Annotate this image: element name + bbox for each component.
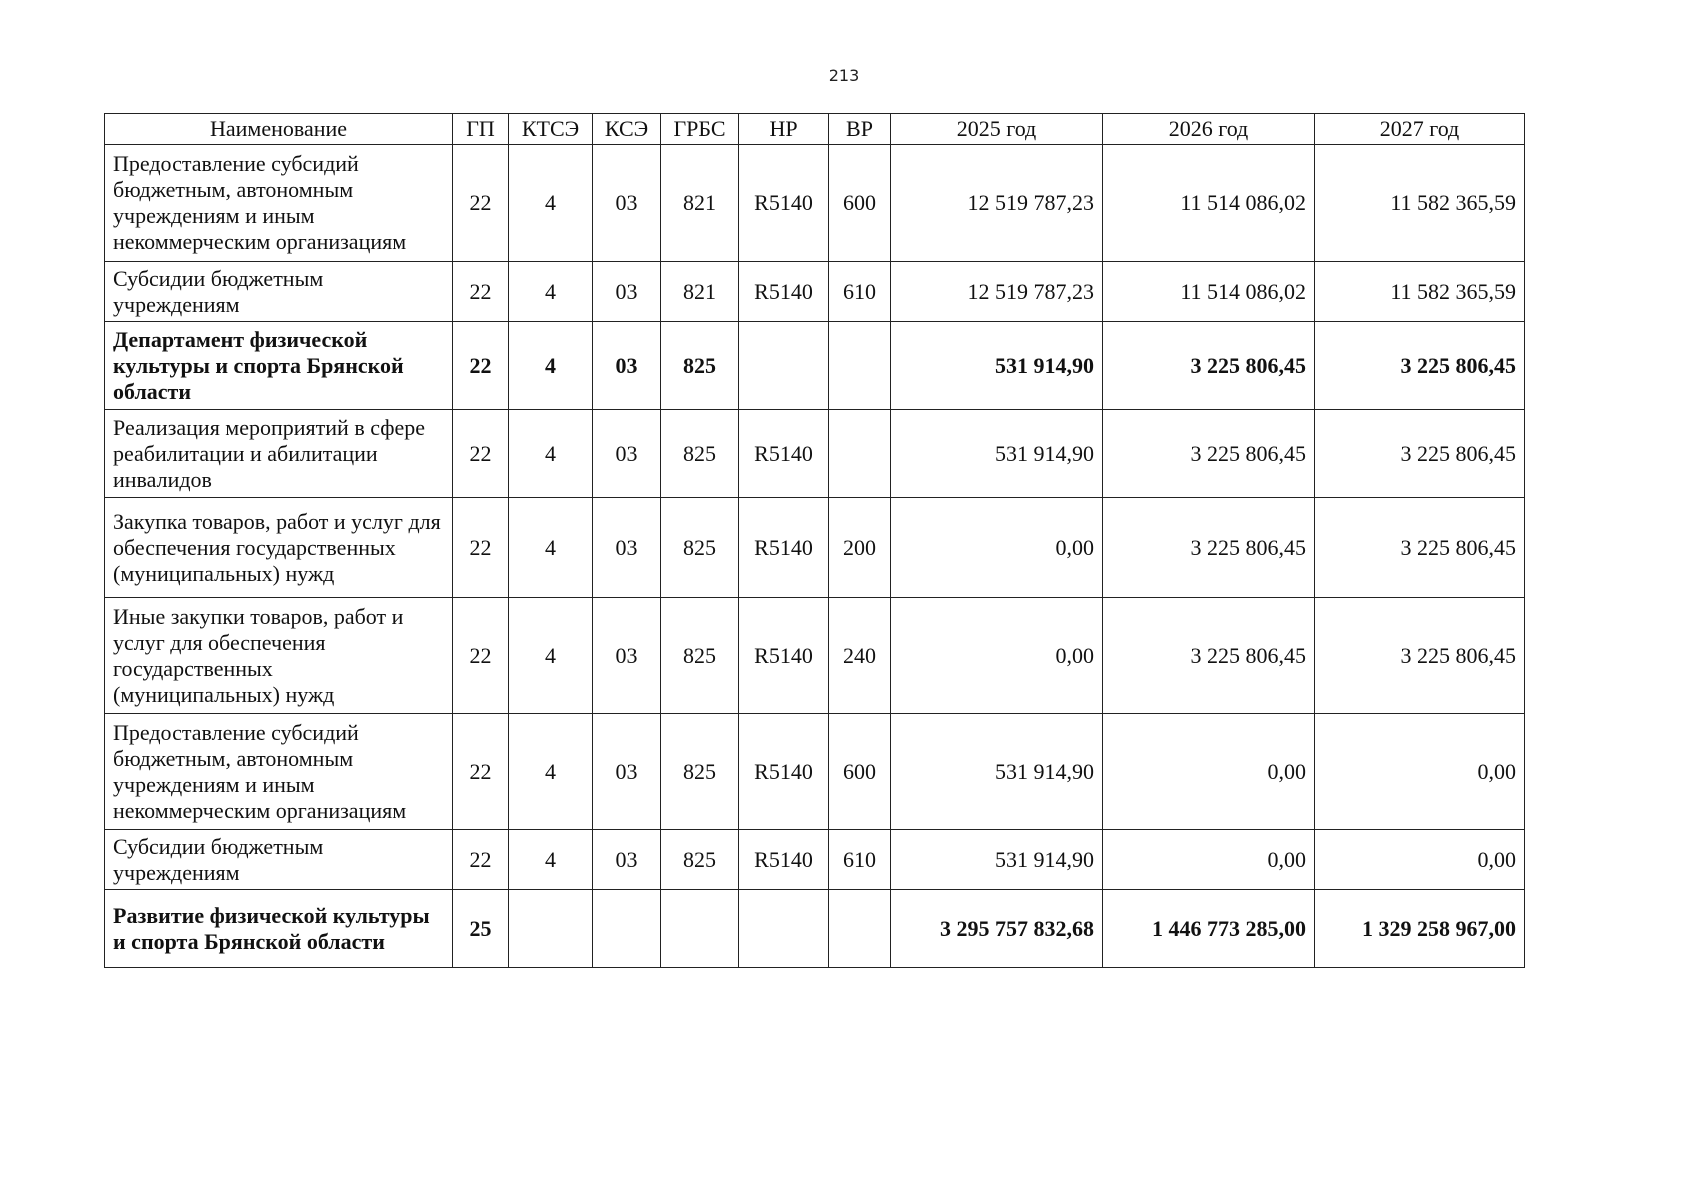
cell-ktse: 4 xyxy=(509,598,593,714)
cell-vr xyxy=(829,322,891,410)
cell-2025: 12 519 787,23 xyxy=(891,262,1103,322)
cell-2027: 11 582 365,59 xyxy=(1315,262,1525,322)
cell-nr: R5140 xyxy=(739,410,829,498)
cell-gp: 25 xyxy=(453,890,509,968)
table-row xyxy=(105,262,1525,322)
header-cell-ktse: КТСЭ xyxy=(509,114,593,145)
cell-nr xyxy=(739,322,829,410)
cell-vr: 600 xyxy=(829,714,891,830)
table-row xyxy=(105,890,1525,968)
cell-name: Департамент физической культуры и спорта Брянской области xyxy=(105,322,453,410)
cell-kse: 03 xyxy=(593,322,661,410)
cell-kse: 03 xyxy=(593,410,661,498)
table-row xyxy=(105,714,1525,830)
cell-grbs: 825 xyxy=(661,322,739,410)
cell-nr xyxy=(739,890,829,968)
cell-kse: 03 xyxy=(593,598,661,714)
cell-grbs: 825 xyxy=(661,410,739,498)
cell-nr: R5140 xyxy=(739,598,829,714)
cell-nr: R5140 xyxy=(739,145,829,262)
cell-ktse xyxy=(509,890,593,968)
cell-ktse: 4 xyxy=(509,262,593,322)
header-cell-2026: 2026 год xyxy=(1103,114,1315,145)
cell-name: Субсидии бюджетным учреждениям xyxy=(105,262,453,322)
cell-kse: 03 xyxy=(593,498,661,598)
header-cell-gp: ГП xyxy=(453,114,509,145)
cell-name: Иные закупки товаров, работ и услуг для обеспечения государственных (муниципальных) нужд xyxy=(105,598,453,714)
cell-2026: 11 514 086,02 xyxy=(1103,145,1315,262)
budget-table xyxy=(104,113,1525,968)
cell-grbs: 821 xyxy=(661,262,739,322)
cell-2025: 531 914,90 xyxy=(891,830,1103,890)
cell-2027: 3 225 806,45 xyxy=(1315,410,1525,498)
cell-gp: 22 xyxy=(453,322,509,410)
table-row xyxy=(105,145,1525,262)
cell-2025: 0,00 xyxy=(891,598,1103,714)
cell-ktse: 4 xyxy=(509,498,593,598)
cell-vr xyxy=(829,890,891,968)
cell-kse: 03 xyxy=(593,145,661,262)
cell-grbs: 821 xyxy=(661,145,739,262)
cell-2025: 531 914,90 xyxy=(891,322,1103,410)
cell-nr: R5140 xyxy=(739,498,829,598)
cell-2026: 3 225 806,45 xyxy=(1103,322,1315,410)
cell-2025: 531 914,90 xyxy=(891,410,1103,498)
page-number: 213 xyxy=(828,66,860,85)
header-cell-vr: ВР xyxy=(829,114,891,145)
cell-2027: 11 582 365,59 xyxy=(1315,145,1525,262)
cell-2027: 3 225 806,45 xyxy=(1315,498,1525,598)
cell-ktse: 4 xyxy=(509,830,593,890)
cell-kse xyxy=(593,890,661,968)
cell-gp: 22 xyxy=(453,262,509,322)
cell-vr: 240 xyxy=(829,598,891,714)
cell-name: Предоставление субсидий бюджетным, автономным учреждениям и иным некоммерческим организациям xyxy=(105,145,453,262)
cell-2026: 3 225 806,45 xyxy=(1103,410,1315,498)
cell-vr: 200 xyxy=(829,498,891,598)
cell-grbs xyxy=(661,890,739,968)
cell-2027: 1 329 258 967,00 xyxy=(1315,890,1525,968)
cell-ktse: 4 xyxy=(509,145,593,262)
cell-vr: 610 xyxy=(829,830,891,890)
cell-ktse: 4 xyxy=(509,714,593,830)
table-row xyxy=(105,410,1525,498)
cell-gp: 22 xyxy=(453,598,509,714)
table-row xyxy=(105,322,1525,410)
cell-2026: 1 446 773 285,00 xyxy=(1103,890,1315,968)
table-header xyxy=(105,114,1525,145)
table-body xyxy=(105,145,1525,968)
cell-gp: 22 xyxy=(453,830,509,890)
cell-vr xyxy=(829,410,891,498)
cell-vr: 610 xyxy=(829,262,891,322)
cell-kse: 03 xyxy=(593,262,661,322)
cell-grbs: 825 xyxy=(661,498,739,598)
table-row xyxy=(105,498,1525,598)
cell-name: Субсидии бюджетным учреждениям xyxy=(105,830,453,890)
cell-name: Развитие физической культуры и спорта Брянской области xyxy=(105,890,453,968)
cell-grbs: 825 xyxy=(661,830,739,890)
header-cell-grbs: ГРБС xyxy=(661,114,739,145)
cell-name: Предоставление субсидий бюджетным, автономным учреждениям и иным некоммерческим организациям xyxy=(105,714,453,830)
header-cell-2027: 2027 год xyxy=(1315,114,1525,145)
cell-gp: 22 xyxy=(453,410,509,498)
table-row xyxy=(105,830,1525,890)
cell-grbs: 825 xyxy=(661,598,739,714)
cell-2026: 0,00 xyxy=(1103,714,1315,830)
header-row xyxy=(105,114,1525,145)
cell-ktse: 4 xyxy=(509,322,593,410)
cell-2026: 3 225 806,45 xyxy=(1103,498,1315,598)
cell-2026: 0,00 xyxy=(1103,830,1315,890)
cell-2026: 3 225 806,45 xyxy=(1103,598,1315,714)
cell-ktse: 4 xyxy=(509,410,593,498)
cell-nr: R5140 xyxy=(739,714,829,830)
header-cell-name: Наименование xyxy=(105,114,453,145)
cell-2025: 3 295 757 832,68 xyxy=(891,890,1103,968)
cell-2026: 11 514 086,02 xyxy=(1103,262,1315,322)
table-row xyxy=(105,598,1525,714)
cell-name: Закупка товаров, работ и услуг для обеспечения государственных (муниципальных) нужд xyxy=(105,498,453,598)
header-cell-nr: НР xyxy=(739,114,829,145)
cell-kse: 03 xyxy=(593,714,661,830)
cell-2025: 12 519 787,23 xyxy=(891,145,1103,262)
cell-name: Реализация мероприятий в сфере реабилитации и абилитации инвалидов xyxy=(105,410,453,498)
cell-gp: 22 xyxy=(453,145,509,262)
cell-2025: 0,00 xyxy=(891,498,1103,598)
cell-nr: R5140 xyxy=(739,830,829,890)
cell-nr: R5140 xyxy=(739,262,829,322)
cell-gp: 22 xyxy=(453,714,509,830)
cell-2025: 531 914,90 xyxy=(891,714,1103,830)
cell-vr: 600 xyxy=(829,145,891,262)
cell-grbs: 825 xyxy=(661,714,739,830)
cell-2027: 3 225 806,45 xyxy=(1315,322,1525,410)
cell-2027: 3 225 806,45 xyxy=(1315,598,1525,714)
header-cell-kse: КСЭ xyxy=(593,114,661,145)
header-cell-2025: 2025 год xyxy=(891,114,1103,145)
cell-kse: 03 xyxy=(593,830,661,890)
cell-2027: 0,00 xyxy=(1315,830,1525,890)
cell-gp: 22 xyxy=(453,498,509,598)
cell-2027: 0,00 xyxy=(1315,714,1525,830)
